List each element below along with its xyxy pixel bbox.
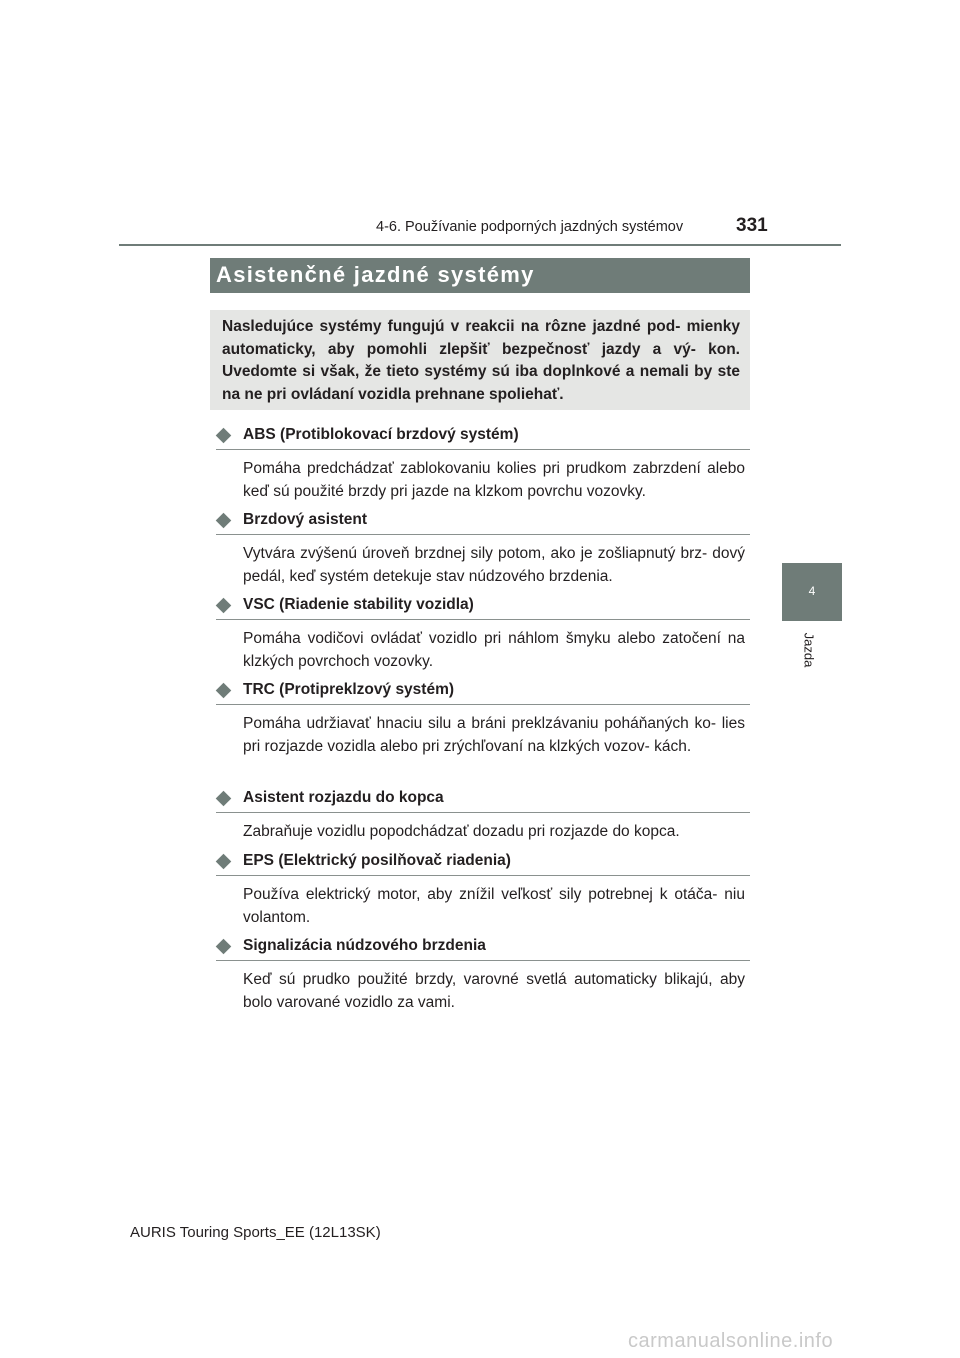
- diamond-bullet-icon: [216, 683, 232, 699]
- feature-eps: [216, 852, 750, 929]
- feature-rule: [216, 619, 750, 620]
- feature-vsc: [216, 596, 750, 673]
- section-title: Asistenčné jazdné systémy: [216, 262, 535, 287]
- feature-description: Pomáha udržiavať hnaciu silu a bráni preklzávaniu poháňaných ko- lies pri rozjazde vozidla alebo pri zrýchľovaní na klzkých vozov- kách.: [243, 715, 745, 755]
- feature-title: Brzdový asistent: [243, 511, 368, 528]
- chapter-number: 4: [808, 584, 816, 598]
- feature-rule: [216, 812, 750, 813]
- feature-rule: [216, 875, 750, 876]
- feature-heading: [216, 681, 750, 707]
- diamond-bullet-icon: [216, 598, 232, 614]
- diamond-bullet-icon: [216, 854, 232, 870]
- feature-heading: [216, 937, 750, 963]
- feature-heading: [216, 426, 750, 452]
- feature-title: Signalizácia núdzového brzdenia: [243, 937, 486, 954]
- diamond-bullet-icon: [216, 939, 232, 955]
- feature-description: Pomáha vodičovi ovládať vozidlo pri náhlom šmyku alebo zatočení na klzkých povrchoch vozovky.: [243, 630, 745, 670]
- feature-trc: [216, 681, 750, 758]
- page-number: 331: [736, 215, 768, 236]
- chapter-tab: [782, 563, 842, 621]
- section-title-bar: [210, 258, 750, 293]
- feature-emergency-brake-signal: [216, 937, 750, 1014]
- header-rule: [119, 244, 841, 246]
- diamond-bullet-icon: [216, 791, 232, 807]
- chapter-label: [800, 630, 818, 670]
- feature-description: Zabraňuje vozidlu popodchádzať dozadu pri rozjazde do kopca.: [243, 823, 680, 840]
- feature-rule: [216, 449, 750, 450]
- footer-model-code: AURIS Touring Sports_EE (12L13SK): [130, 1224, 381, 1241]
- feature-rule: [216, 704, 750, 705]
- feature-description: Keď sú prudko použité brzdy, varovné svetlá automaticky blikajú, aby bolo varované vozidlo za vami.: [243, 971, 745, 1011]
- feature-description: Vytvára zvýšenú úroveň brzdnej sily potom, ako je zošliapnutý brz- dový pedál, keď systém detekuje stav núdzového brzdenia.: [243, 545, 745, 585]
- intro-text: Nasledujúce systémy fungujú v reakcii na rôzne jazdné pod- mienky automaticky, aby pomohli zlepšiť bezpečnosť jazdy a vý- kon. Uvedomte si však, že tieto systémy sú iba doplnkové a nemali by ste na ne pri ovládaní vozidla prehnane spoliehať.: [222, 318, 740, 403]
- diamond-bullet-icon: [216, 513, 232, 529]
- feature-description: Používa elektrický motor, aby znížil veľkosť sily potrebnej k otáča- niu volantom.: [243, 886, 745, 926]
- feature-abs: [216, 426, 750, 503]
- feature-title: EPS (Elektrický posilňovač riadenia): [243, 852, 511, 869]
- watermark: carmanualsonline.info: [628, 1330, 834, 1352]
- feature-heading: [216, 596, 750, 622]
- feature-hill-start-assist: [216, 789, 750, 844]
- feature-rule: [216, 534, 750, 535]
- feature-brake-assist: [216, 511, 750, 588]
- feature-title: VSC (Riadenie stability vozidla): [243, 596, 474, 613]
- feature-heading: [216, 789, 750, 815]
- feature-title: ABS (Protiblokovací brzdový systém): [243, 426, 519, 443]
- feature-title: Asistent rozjazdu do kopca: [243, 789, 444, 806]
- feature-heading: [216, 852, 750, 878]
- intro-box: [210, 310, 750, 410]
- feature-description: Pomáha predchádzať zablokovaniu kolies pri prudkom zabrzdení alebo keď sú použité brzdy pri jazde na klzkom povrchu vozovky.: [243, 460, 745, 500]
- chapter-name: Jazda: [801, 632, 817, 668]
- diamond-bullet-icon: [216, 428, 232, 444]
- feature-rule: [216, 960, 750, 961]
- header-section-title: 4-6. Používanie podporných jazdných systémov: [376, 219, 684, 235]
- feature-heading: [216, 511, 750, 537]
- feature-title: TRC (Protipreklzový systém): [243, 681, 455, 698]
